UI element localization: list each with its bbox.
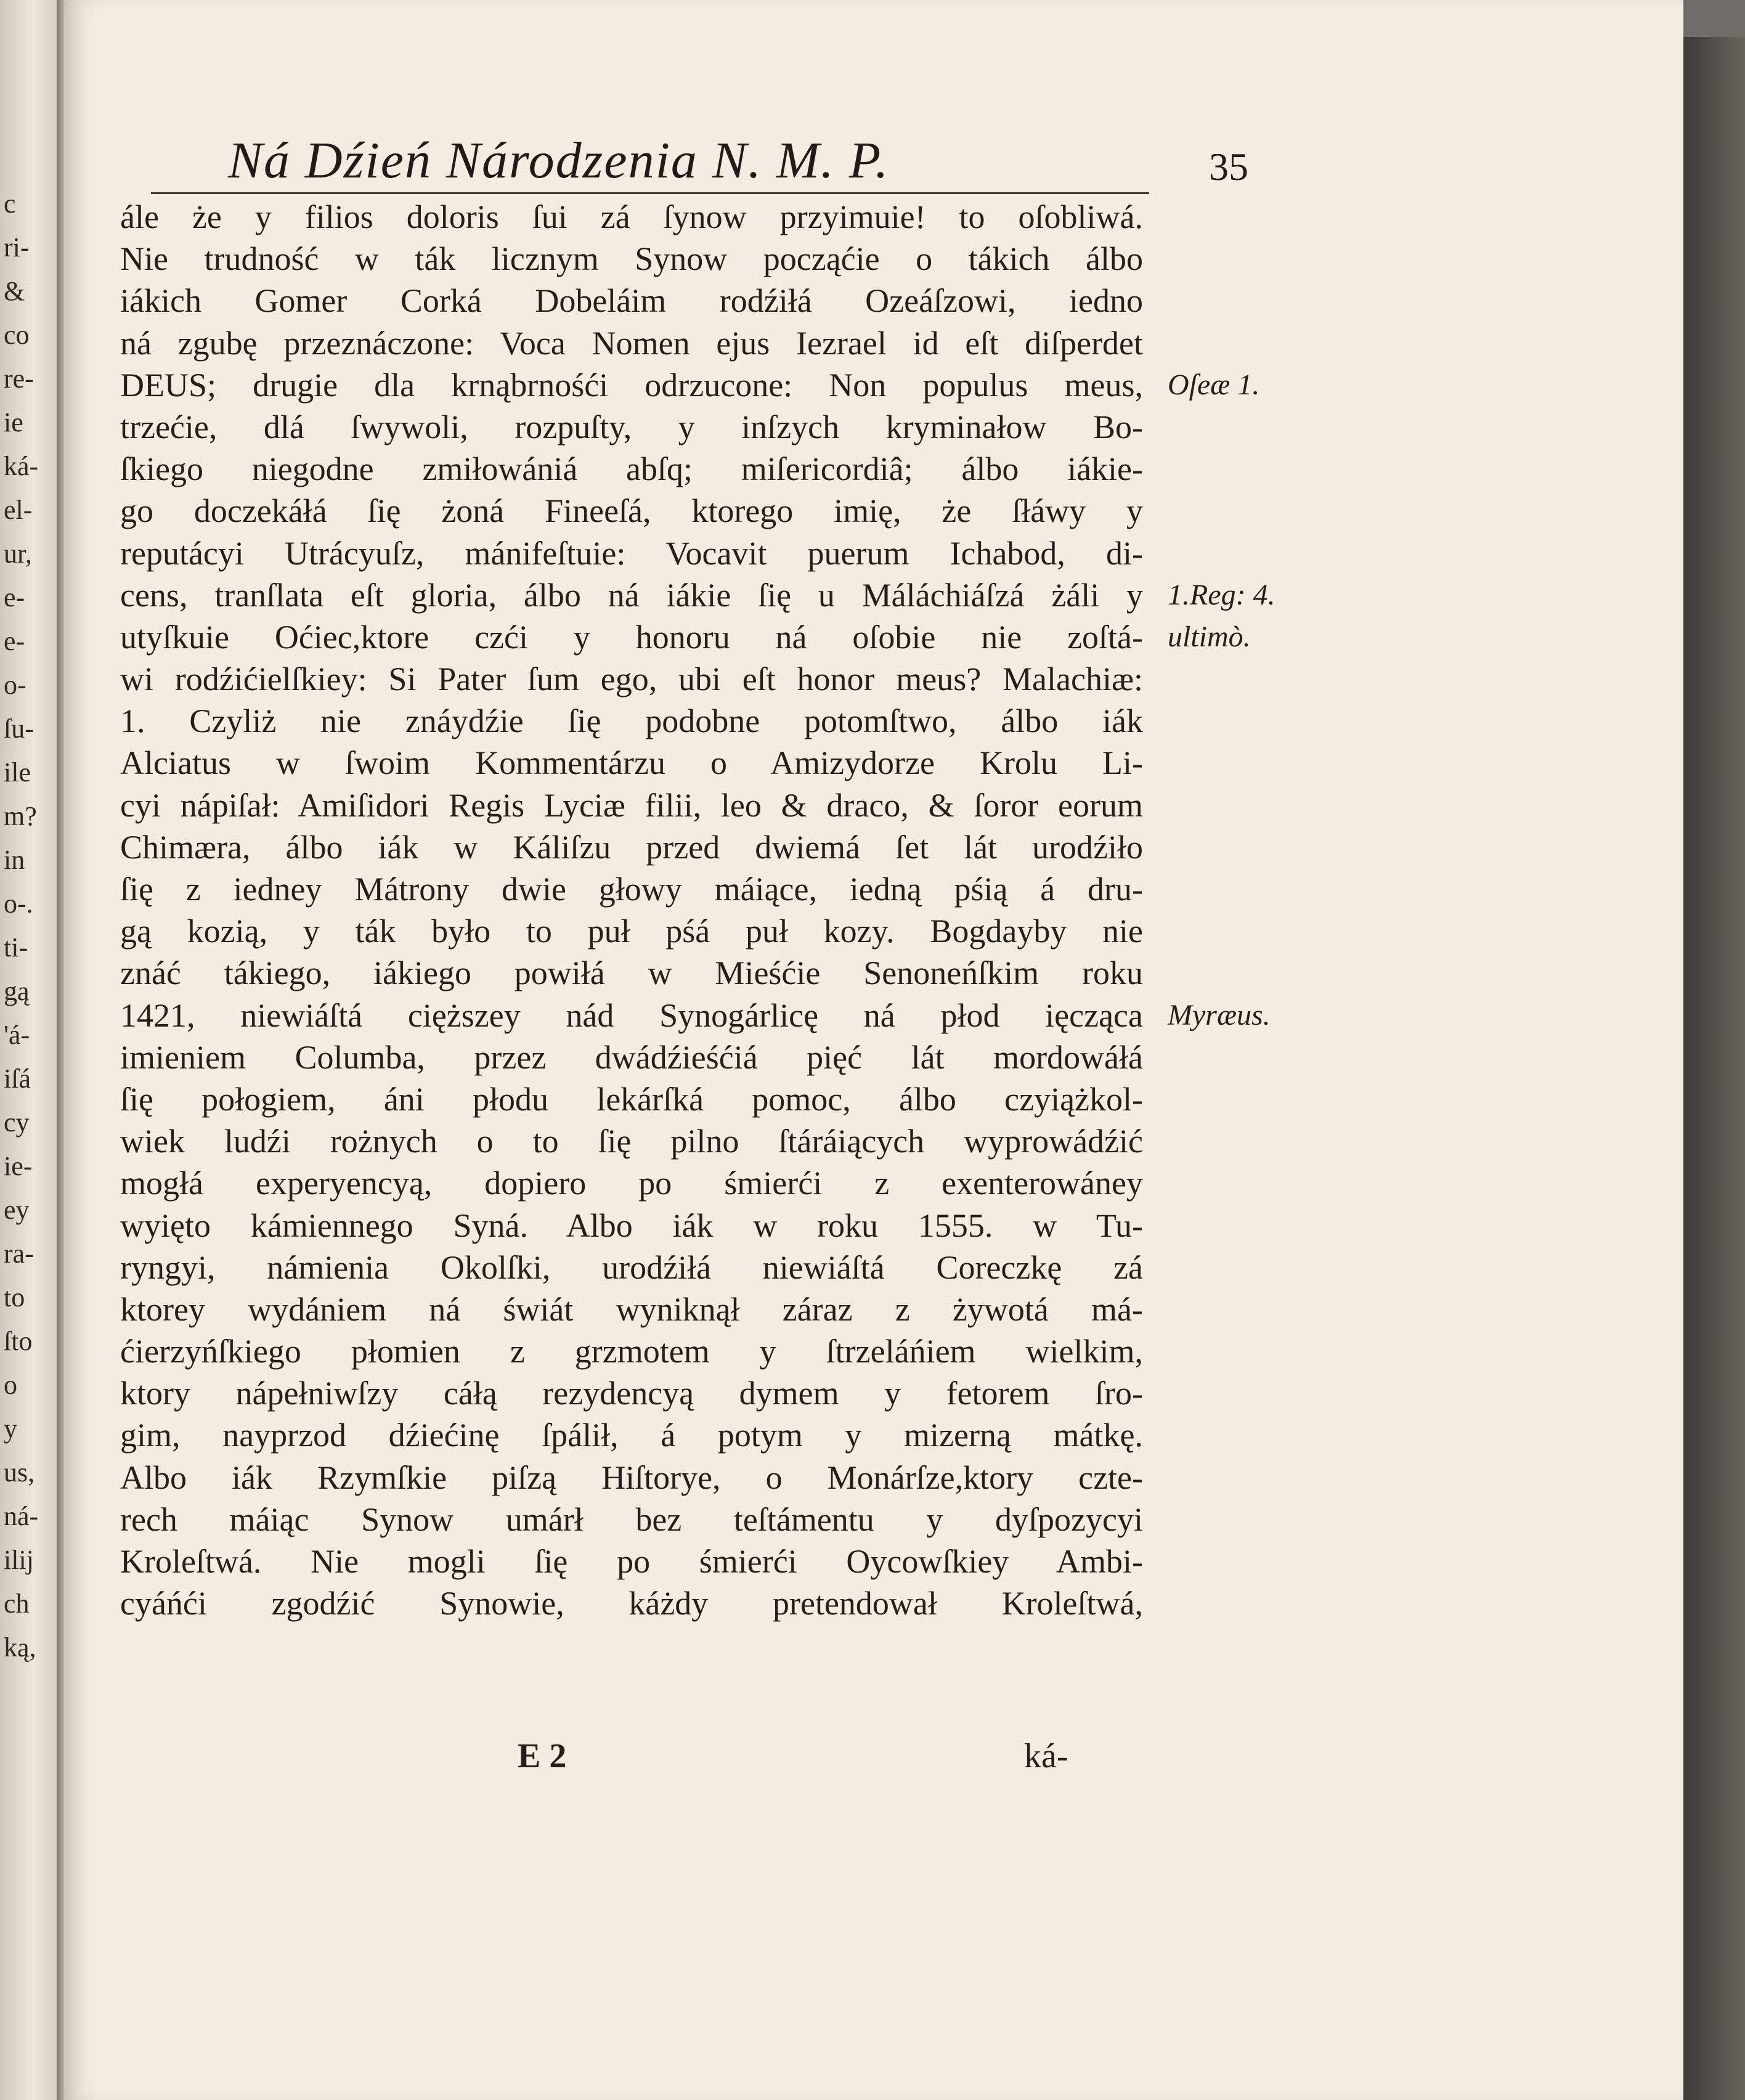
text-line: cyi nápiſał: Amiſidori Regis Lyciæ filii, leo & draco, & ſoror eorum — [120, 786, 1143, 824]
text-line: utyſkuie Oćiec,ktore czći y honoru ná oſobie nie zoſtá- — [120, 618, 1143, 656]
previous-page-fragment: el- — [4, 495, 33, 525]
running-head-title: Ná Dźień Národzenia N. M. P. — [228, 132, 890, 189]
previous-page-fragment: & — [4, 276, 25, 306]
previous-page-fragment: o-. — [4, 889, 33, 919]
previous-page-fragment: ra- — [4, 1239, 34, 1269]
previous-page-fragment: o- — [4, 670, 26, 700]
previous-page-fragment: y — [4, 1414, 17, 1444]
text-line: Albo iák Rzymſkie piſzą Hiſtorye, o Monárſze,ktory czte- — [120, 1459, 1143, 1496]
text-line: ná zgubę przeznáczone: Voca Nomen ejus Iezrael id eſt diſperdet — [120, 324, 1143, 362]
margin-note: Myræus. — [1168, 998, 1271, 1032]
scan-background-edge — [1683, 37, 1745, 2100]
text-line: ſię połogiem, áni płodu lekárſká pomoc, álbo czyiążkol- — [120, 1080, 1143, 1118]
text-line: gim, nayprzod dźiećinę ſpálił, á potym y mizerną mátkę. — [120, 1417, 1143, 1454]
previous-page-fragment: ur, — [4, 539, 32, 569]
previous-page-fragment: c — [4, 189, 16, 219]
text-line: ále że y filios doloris ſui zá ſynow przyimuie! to oſobliwá. — [120, 198, 1143, 235]
previous-page-fragment: ſto — [4, 1326, 33, 1356]
text-line: go doczekáłá ſię żoná Fineeſá, ktorego imię, że ſłáwy y — [120, 492, 1143, 530]
text-line: cyáńći zgodźić Synowie, káżdy pretendował Kroleſtwá, — [120, 1585, 1143, 1622]
text-line: Alciatus w ſwoim Kommentárzu o Amizydorze Krolu Li- — [120, 744, 1143, 782]
previous-page-fragment: us, — [4, 1457, 35, 1488]
text-line: ryngyi, námienia Okolſki, urodźiłá niewiáſtá Coreczkę zá — [120, 1248, 1143, 1286]
text-line: ſkiego niegodne zmiłowániá abſq; miſericordiâ; álbo iákie- — [120, 450, 1143, 488]
text-line: reputácyi Utrácyuſz, mánifeſtuie: Vocavit puerum Ichabod, di- — [120, 534, 1143, 572]
text-line: trzećie, dlá ſwywoli, rozpuſty, y inſzych kryminałow Bo- — [120, 408, 1143, 446]
text-line: ktorey wydániem ná świát wyniknął záraz z żywotá má- — [120, 1290, 1143, 1328]
previous-page-fragment: ey — [4, 1195, 30, 1225]
previous-page-fragment: ile — [4, 757, 31, 788]
text-line: ktory nápełniwſzy cáłą rezydencyą dymem y fetorem ſro- — [120, 1375, 1143, 1412]
previous-page-fragment: o — [4, 1370, 17, 1400]
previous-page-fragment: ką, — [4, 1632, 36, 1662]
text-line: ſię z iedney Mátrony dwie głowy máiące, iedną pśią á dru- — [120, 871, 1143, 908]
text-line: Nie trudność w ták licznym Synow począćie o tákich álbo — [120, 240, 1143, 278]
previous-page-fragment: co — [4, 320, 30, 350]
text-line: gą kozią, y ták było to puł pśá puł kozy. Bogdayby nie — [120, 913, 1143, 950]
previous-page-fragment: to — [4, 1282, 25, 1312]
text-line: wi rodźićielſkiey: Si Pater ſum ego, ubi eſt honor meus? Malachiæ: — [120, 661, 1143, 698]
page-number: 35 — [1209, 145, 1248, 189]
text-line: 1. Czyliż nie znáydźie ſię podobne potomſtwo, álbo iák — [120, 702, 1143, 740]
margin-note: Oſeæ 1. — [1168, 368, 1260, 401]
previous-page-fragment: ri- — [4, 232, 30, 262]
text-line: ćierzyńſkiego płomien z grzmotem y ſtrzeláńiem wielkim, — [120, 1333, 1143, 1370]
previous-page-fragment: gą — [4, 976, 30, 1006]
previous-page-fragment: ch — [4, 1589, 30, 1619]
text-line: iákich Gomer Corká Dobeláim rodźiłá Ozeáſzowi, iedno — [120, 282, 1143, 320]
previous-page-fragment: cy — [4, 1107, 30, 1138]
previous-page-fragment: ná- — [4, 1501, 39, 1531]
margin-note: ultimò. — [1168, 621, 1251, 653]
text-line: cens, tranſlata eſt gloria, álbo ná iákie ſię u Máláchiáſzá żáli y — [120, 576, 1143, 614]
text-line: rech máiąc Synow umárł bez teſtámentu y dyſpozycyi — [120, 1500, 1143, 1538]
body-text — [120, 196, 1143, 1624]
previous-page-fragment: 'á- — [4, 1020, 30, 1050]
text-line: Kroleſtwá. Nie mogli ſię po śmierći Oycowſkiey Ambi- — [120, 1543, 1143, 1580]
signature-mark: E 2 — [518, 1737, 567, 1775]
previous-page-fragment: re- — [4, 364, 34, 394]
previous-page-fragments — [4, 182, 57, 1669]
header-rule — [151, 192, 1149, 194]
text-line: mogłá experyencyą, dopiero po śmierći z exenterowáney — [120, 1165, 1143, 1202]
previous-page-fragment: ie — [4, 407, 23, 437]
text-line: 1421, niewiáſtá cięższey nád Synogárlicę ná płod ięcząca — [120, 996, 1143, 1034]
text-line: Chimæra, álbo iák w Káliſzu przed dwiemá ſet lát urodźiło — [120, 828, 1143, 866]
previous-page-edge — [0, 0, 57, 2100]
previous-page-fragment: ilij — [4, 1545, 34, 1575]
previous-page-fragment: m? — [4, 801, 37, 831]
previous-page-fragment: e- — [4, 626, 25, 656]
previous-page-fragment: ſu- — [4, 714, 34, 744]
book-spine — [57, 0, 64, 2100]
previous-page-fragment: ie- — [4, 1151, 33, 1181]
text-line: wiek ludźi rożnych o to ſię pilno ſtáráiących wyprowádźić — [120, 1123, 1143, 1160]
previous-page-fragment: ká- — [4, 451, 39, 481]
catchword: ká- — [1024, 1737, 1068, 1775]
running-head — [166, 131, 1248, 192]
previous-page-fragment: in — [4, 845, 25, 875]
previous-page-fragment: iſá — [4, 1064, 31, 1094]
text-line: imieniem Columba, przez dwádźieśćiá pięć lát mordowáłá — [120, 1038, 1143, 1076]
previous-page-fragment: e- — [4, 582, 25, 612]
page-footer — [505, 1736, 1121, 1786]
previous-page-fragment: ti- — [4, 932, 28, 962]
text-line: wyięto kámiennego Syná. Albo iák w roku 1555. w Tu- — [120, 1207, 1143, 1244]
text-line: znáć tákiego, iákiego powiłá w Mieśćie Senoneńſkim roku — [120, 954, 1143, 992]
margin-note: 1.Reg: 4. — [1168, 578, 1275, 611]
text-line: DEUS; drugie dla krnąbrnośći odrzucone: Non populus meus, — [120, 366, 1143, 404]
